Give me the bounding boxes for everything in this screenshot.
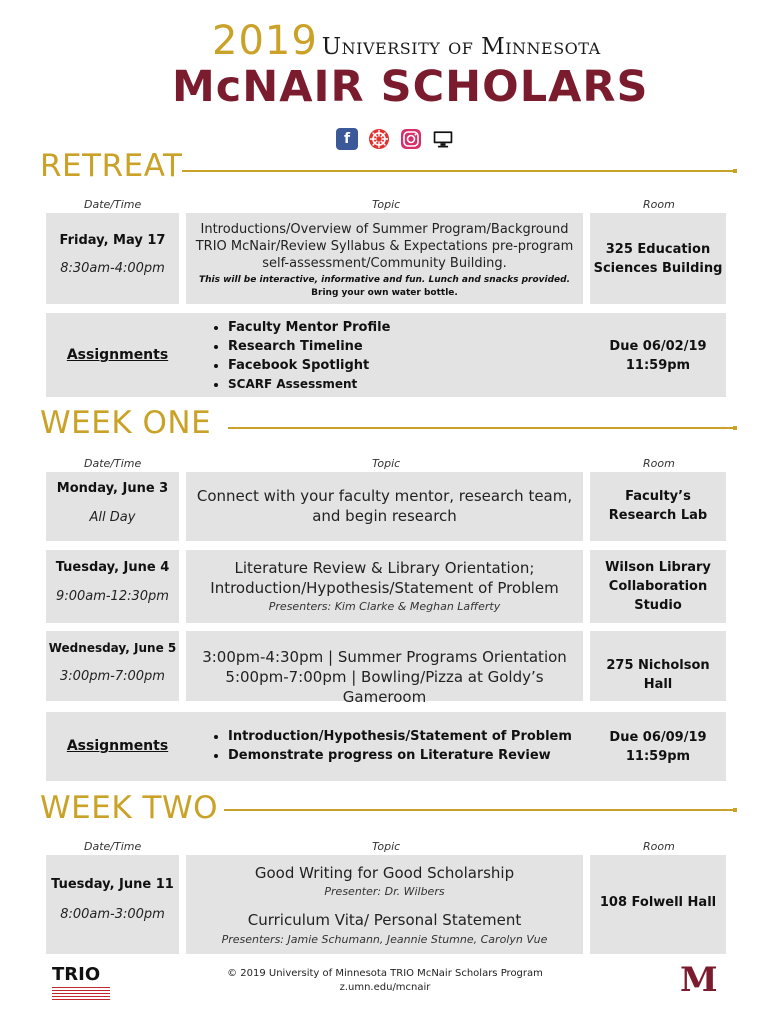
session-day: Tuesday, June 11 — [51, 877, 174, 892]
column-header-date: Date/Time — [84, 840, 142, 853]
topic-line: and begin research — [312, 507, 457, 525]
assignment-list — [208, 727, 572, 765]
list-item: • Facebook Spotlight — [228, 356, 390, 375]
snapchat-icon[interactable] — [368, 128, 390, 150]
topic-line: Literature Review & Library Orientation; — [234, 559, 535, 577]
column-header-date: Date/Time — [84, 457, 142, 470]
retreat-room-cell — [590, 213, 726, 304]
topic-line: TRIO McNair/Review Syllabus & Expectations pre-program — [195, 239, 574, 254]
session-date-cell — [46, 472, 179, 541]
column-header-room: Room — [643, 840, 675, 853]
topic-note: Bring your own water bottle. — [311, 288, 458, 298]
session-room-cell — [590, 550, 726, 623]
due-date: Due 06/02/19 — [609, 339, 707, 354]
session-day: Monday, June 3 — [56, 481, 169, 496]
list-item: • Faculty Mentor Profile — [228, 318, 390, 337]
room-line: Sciences Building — [593, 261, 723, 276]
section-divider — [182, 170, 737, 172]
session-topic-cell — [186, 631, 583, 706]
presenters: Presenters: Kim Clarke & Meghan Lafferty — [268, 600, 501, 613]
section-divider — [228, 427, 737, 429]
due-time: 11:59pm — [625, 749, 691, 764]
room-line: Research Lab — [608, 508, 708, 523]
session-day: Wednesday, June 5 — [48, 641, 177, 655]
column-header-date: Date/Time — [84, 198, 142, 211]
topic-line: Curriculum Vita/ Personal Statement — [247, 911, 522, 929]
section-title-week-two: WEEK TWO — [40, 790, 218, 826]
session-time: 3:00pm-7:00pm — [60, 669, 165, 684]
list-item: • Demonstrate progress on Literature Review — [228, 746, 572, 765]
session-date-cell — [46, 631, 179, 701]
session-topic-cell — [186, 550, 583, 623]
social-links — [336, 128, 454, 150]
topic-line: Good Writing for Good Scholarship — [254, 864, 515, 882]
session-time: 8:00am-3:00pm — [60, 907, 165, 922]
assignment-list — [208, 318, 390, 394]
list-item: • Research Timeline — [228, 337, 390, 356]
topic-note: This will be interactive, informative and fun. Lunch and snacks provided. — [198, 275, 571, 285]
room-line: 275 Nicholson Hall — [606, 658, 710, 692]
footer-url[interactable]: z.umn.edu/mcnair — [339, 982, 431, 993]
trio-wordmark: TRIO — [52, 964, 101, 985]
room-line: Collaboration — [608, 579, 708, 594]
session-time: 8:30am-4:00pm — [60, 261, 165, 276]
column-header-room: Room — [643, 198, 675, 211]
week-one-assignments-row — [46, 712, 726, 781]
topic-line: Introduction/Hypothesis/Statement of Problem — [210, 579, 559, 597]
room-line: Wilson Library — [605, 560, 711, 575]
list-item: • Introduction/Hypothesis/Statement of Problem — [228, 727, 572, 746]
section-title-week-one: WEEK ONE — [40, 405, 212, 441]
session-room-cell — [590, 472, 726, 541]
session-day: Friday, May 17 — [59, 233, 166, 248]
session-time: All Day — [89, 510, 136, 525]
retreat-topic-cell — [186, 213, 583, 304]
retreat-date-cell — [46, 213, 179, 304]
due-time: 11:59pm — [625, 358, 691, 373]
column-header-topic: Topic — [372, 198, 401, 211]
section-divider — [224, 809, 737, 811]
program-title: McNAIR SCHOLARS — [172, 62, 649, 112]
instagram-icon[interactable] — [400, 128, 422, 150]
due-date: Due 06/09/19 — [609, 730, 707, 745]
session-room-cell — [590, 631, 726, 701]
retreat-assignments-row — [46, 313, 726, 397]
room-line: 325 Education — [605, 242, 711, 257]
session-time: 9:00am-12:30pm — [56, 589, 169, 604]
section-title-retreat: RETREAT — [40, 148, 183, 184]
room-line: 108 Folwell Hall — [599, 895, 717, 910]
topic-line: 5:00pm-7:00pm | Bowling/Pizza at Goldy’s Gameroom — [225, 668, 544, 706]
year: 2019 — [212, 18, 318, 64]
footer-copyright: © 2019 University of Minnesota TRIO McNair Scholars Program — [227, 968, 543, 979]
assignments-label: Assignments — [66, 738, 169, 754]
session-topic-cell — [186, 855, 583, 954]
topic-line: Connect with your faculty mentor, research team, — [196, 487, 573, 505]
column-header-topic: Topic — [372, 457, 401, 470]
column-header-room: Room — [643, 457, 675, 470]
umn-m-logo: M — [680, 960, 718, 1000]
university-name: University of Minnesota — [321, 34, 601, 60]
topic-line: self-assessment/Community Building. — [262, 256, 507, 271]
presenters: Presenters: Jamie Schumann, Jeannie Stumne, Carolyn Vue — [221, 933, 548, 946]
title-line — [212, 18, 601, 66]
room-line: Faculty’s — [625, 489, 691, 504]
computer-icon[interactable] — [432, 128, 454, 150]
column-header-topic: Topic — [372, 840, 401, 853]
session-topic-cell — [186, 472, 583, 541]
presenters: Presenter: Dr. Wilbers — [324, 885, 445, 898]
topic-line: Introductions/Overview of Summer Program/Background — [200, 222, 569, 237]
session-day: Tuesday, June 4 — [55, 560, 170, 575]
session-date-cell — [46, 550, 179, 623]
room-line: Studio — [634, 598, 682, 613]
facebook-icon[interactable]: f — [336, 128, 358, 150]
assignments-label: Assignments — [66, 347, 169, 363]
session-room-cell — [590, 855, 726, 954]
list-item: • SCARF Assessment — [228, 375, 390, 394]
session-date-cell — [46, 855, 179, 954]
topic-line: 3:00pm-4:30pm | Summer Programs Orientation — [202, 648, 567, 666]
